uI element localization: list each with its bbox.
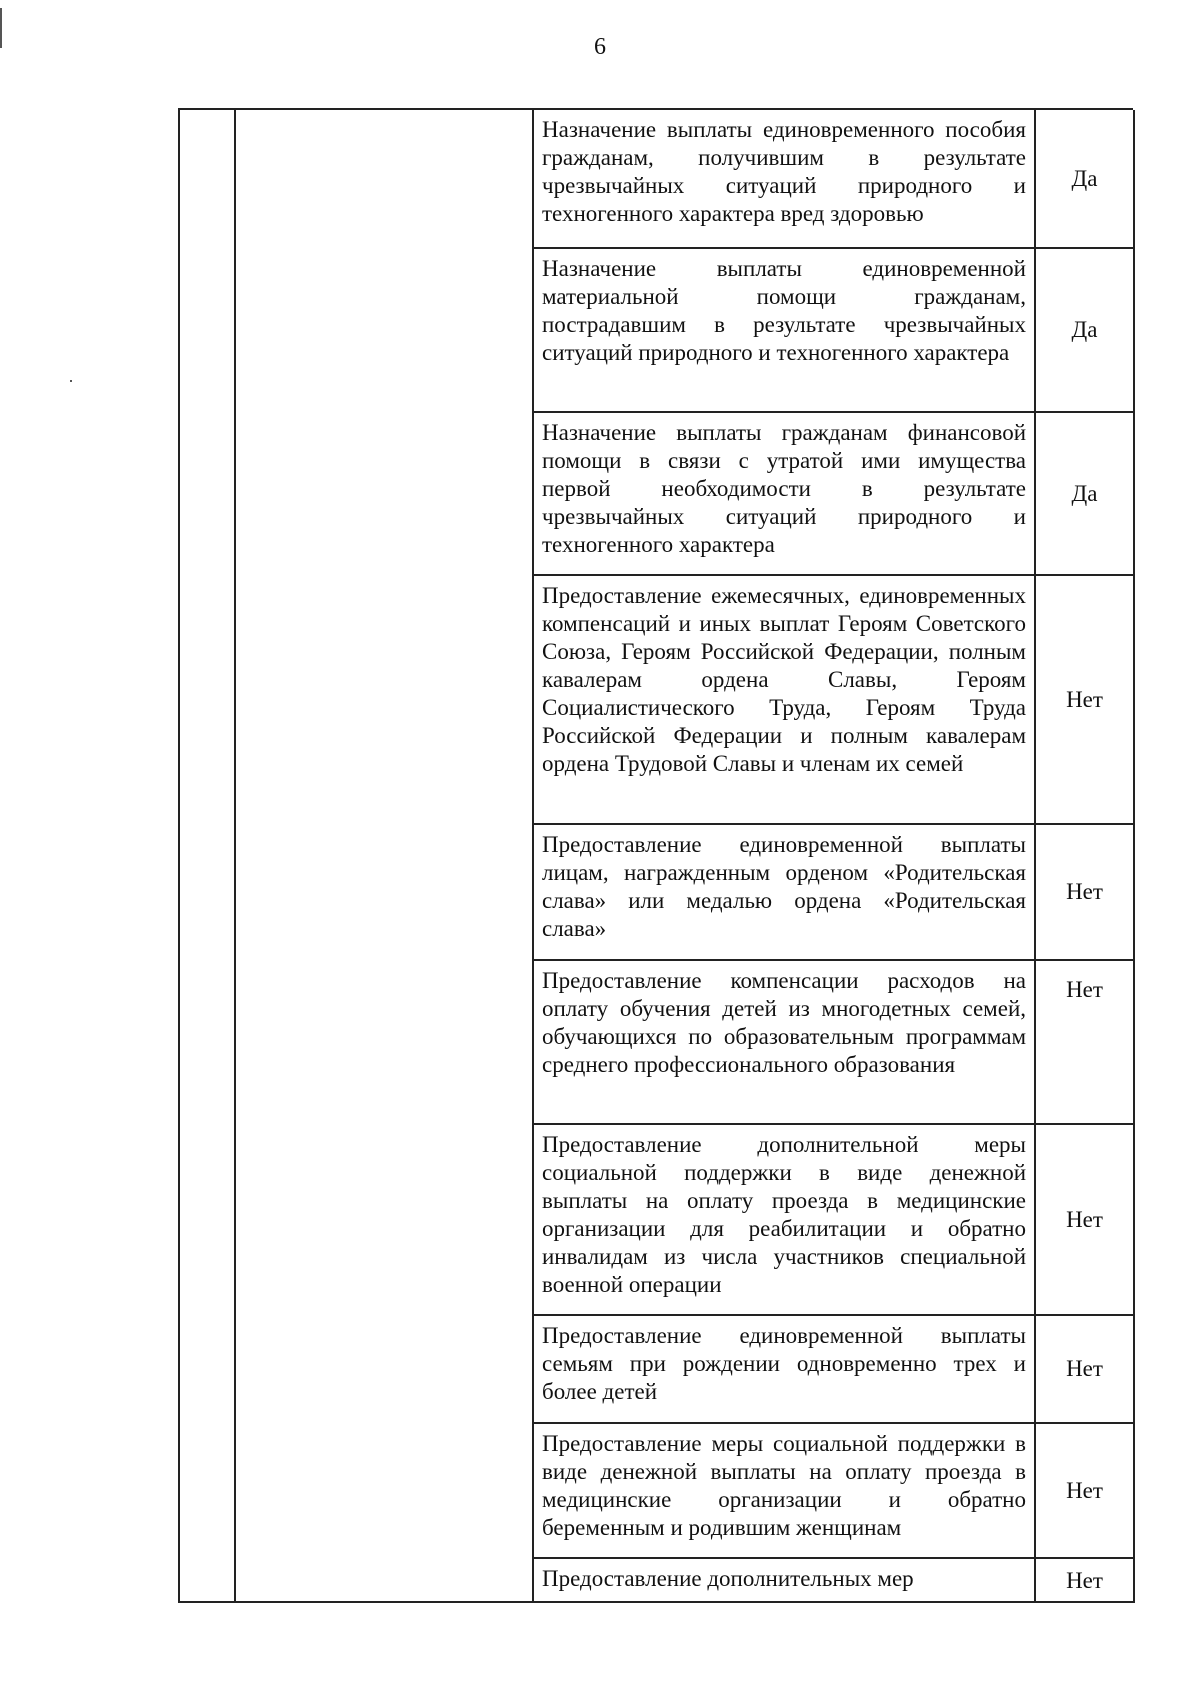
service-name-cell: Предоставление единовременной выплаты семьям при рождении одновременно трех и более детей — [542, 1323, 1026, 1404]
answer-cell: Да — [1034, 110, 1133, 247]
service-name-cell: Предоставление дополнительных мер — [542, 1566, 914, 1591]
answer-cell: Нет — [1034, 1424, 1133, 1557]
column-divider-1 — [234, 110, 236, 1601]
answer-cell: Нет — [1034, 1125, 1133, 1314]
table-row — [534, 1422, 1135, 1557]
service-name-cell: Предоставление дополнительной меры социальной поддержки в виде денежной выплаты на оплату проезда в медицинские организации для реабилитации и обратно инвалидам из числа участников специальной военной операции — [542, 1132, 1026, 1297]
table-row — [534, 823, 1135, 959]
scan-edge-mark — [0, 8, 2, 48]
service-name-cell: Назначение выплаты гражданам финансовой помощи в связи с утратой ими имущества первой необходимости в результате чрезвычайных ситуаций природного и техногенного характера — [542, 420, 1026, 557]
service-name-cell: Предоставление ежемесячных, единовременных компенсаций и иных выплат Героям Советского Союза, Героям Российской Федерации, полным кавалерам ордена Славы, Героям Социалистического Труда, Героям Труда Российской Федерации и полным кавалерам ордена Трудовой Славы и членам их семей — [542, 583, 1026, 776]
page-number: 6 — [594, 34, 606, 60]
table-row — [534, 247, 1135, 411]
answer-cell: Нет — [1034, 1559, 1133, 1603]
service-name-cell: Предоставление единовременной выплаты лицам, награжденным орденом «Родительская слава» или медалью ордена «Родительская слава» — [542, 832, 1026, 941]
table-row — [534, 411, 1135, 574]
service-name-cell: Предоставление компенсации расходов на оплату обучения детей из многодетных семей, обучающихся по образовательным программам среднего профессионального образования — [542, 968, 1026, 1077]
table-row — [534, 574, 1135, 823]
service-name-cell: Назначение выплаты единовременного пособия гражданам, получившим в результате чрезвычайных ситуаций природного и техногенного характера вред здоровью — [542, 117, 1026, 226]
answer-cell: Нет — [1034, 825, 1133, 959]
answer-cell: Да — [1034, 413, 1133, 574]
answer-cell: Нет — [1034, 961, 1133, 1123]
table-row — [534, 959, 1135, 1123]
table-row — [534, 1314, 1135, 1422]
table-row — [534, 1123, 1135, 1314]
scan-dot — [70, 380, 72, 382]
answer-cell: Нет — [1034, 576, 1133, 823]
answer-cell: Да — [1034, 249, 1133, 411]
service-name-cell: Назначение выплаты единовременной материальной помощи гражданам, пострадавшим в результате чрезвычайных ситуаций природного и техногенного характера — [542, 256, 1026, 365]
services-table — [178, 108, 1133, 1603]
answer-cell: Нет — [1034, 1316, 1133, 1422]
table-row — [534, 1557, 1135, 1603]
table-row — [534, 110, 1135, 247]
service-name-cell: Предоставление меры социальной поддержки в виде денежной выплаты на оплату проезда в медицинские организации и обратно беременным и родившим женщинам — [542, 1431, 1026, 1540]
